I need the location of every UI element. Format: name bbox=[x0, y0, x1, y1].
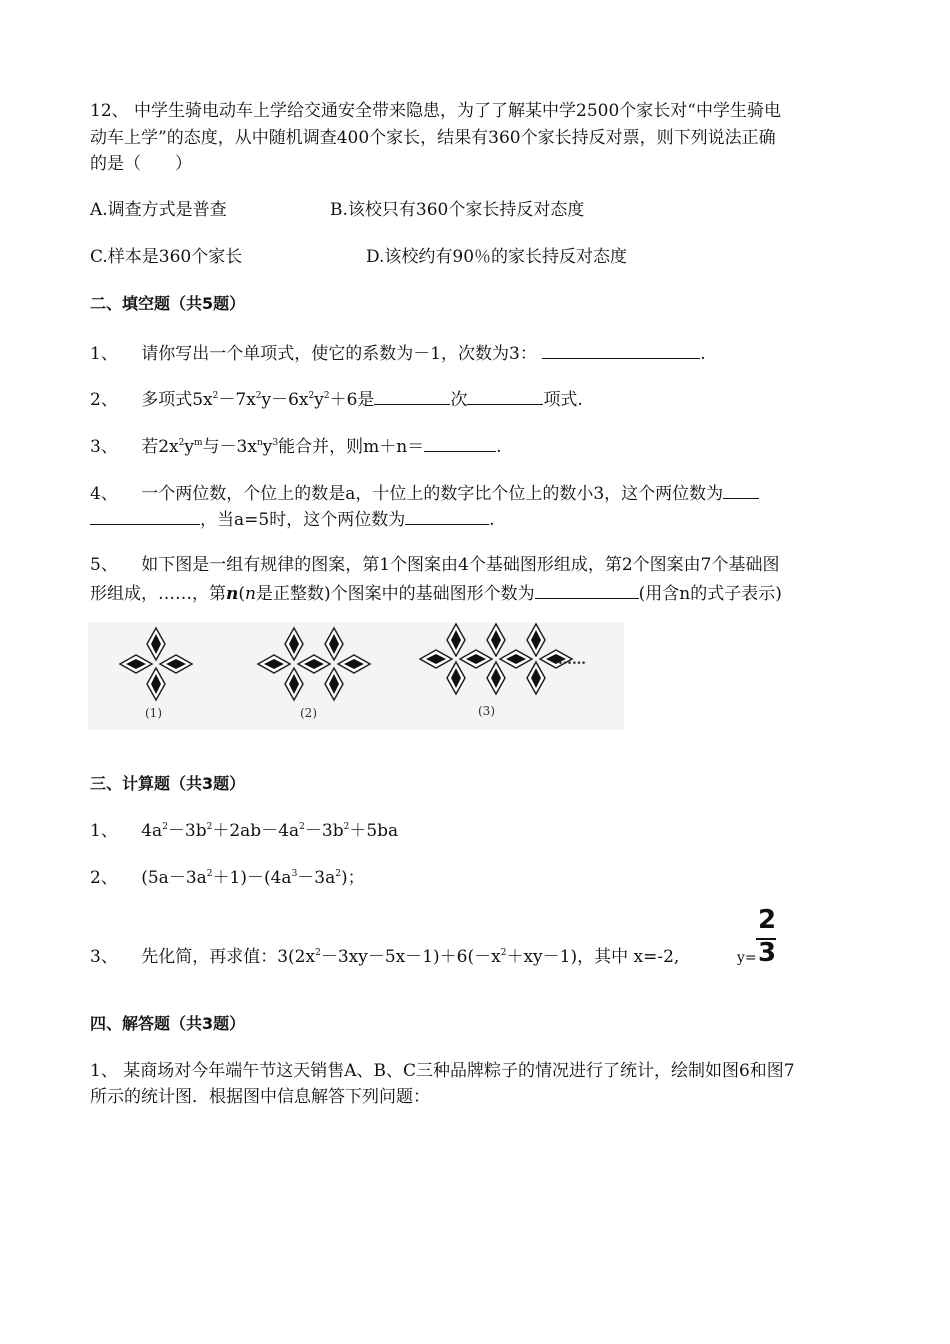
s2-q1 bbox=[90, 340, 706, 366]
s2-q3-text-c: 与－3x bbox=[202, 437, 257, 457]
q12-line1: 12、 中学生骑电动车上学给交通安全带来隐患，为了了解某中学2500个家长对“中学生骑电 bbox=[90, 101, 781, 121]
s2-q1-blank bbox=[542, 340, 700, 359]
s2-q2-text-b: －7x bbox=[218, 390, 256, 410]
s2-q3-blank bbox=[424, 433, 496, 452]
s2-q3-text-b: y bbox=[184, 437, 194, 457]
s2-q2-text-d: y bbox=[314, 390, 324, 410]
s4-q1-line1: 1、 某商场对今年端午节这天销售A、B、C三种品牌粽子的情况进行了统计，绘制如图6和图7 bbox=[90, 1061, 795, 1081]
pattern-label-2: (2) bbox=[300, 706, 317, 720]
s2-q2-sup: 2 bbox=[212, 391, 219, 401]
s3-q1-text-c: ＋2ab－4a bbox=[212, 821, 300, 841]
s2-q4-blank1b bbox=[90, 506, 200, 525]
s2-q1-end: . bbox=[700, 344, 706, 364]
s3-q2-sup: 2 bbox=[206, 869, 213, 879]
s3-q2 bbox=[90, 866, 365, 890]
s3-q2-text-c: －3a bbox=[297, 868, 336, 888]
s3-q3-text-c: ＋xy－1)，其中 x=-2, bbox=[506, 947, 680, 967]
s3-q1-num: 1、 bbox=[90, 821, 118, 841]
s3-q1-sup: 2 bbox=[343, 822, 350, 832]
s2-q4-blank2 bbox=[405, 506, 489, 525]
s2-q3-sup: 3 bbox=[272, 438, 279, 448]
q12-option-c: C.样本是360个家长 bbox=[90, 247, 243, 267]
s2-q2-text-f: 次 bbox=[450, 390, 468, 410]
s3-q3-sup: 2 bbox=[315, 948, 321, 958]
s3-q2-text-d: )； bbox=[340, 868, 365, 888]
s3-q1-text-e: ＋5ba bbox=[349, 821, 399, 841]
s3-q1-sup: 2 bbox=[299, 822, 305, 832]
s2-q2-blank1 bbox=[374, 386, 450, 405]
pattern-2 bbox=[258, 628, 370, 700]
s2-q4-num: 4、 bbox=[90, 484, 118, 504]
s3-q2-sup: 2 bbox=[335, 869, 341, 879]
s4-q1-line2: 所示的统计图．根据图中信息解答下列问题： bbox=[90, 1087, 430, 1107]
s2-q3-sup: 2 bbox=[178, 438, 185, 448]
s3-q3-y-label: y= bbox=[737, 950, 757, 966]
s3-q1-text-d: －3b bbox=[304, 821, 344, 841]
s2-q3-num: 3、 bbox=[90, 437, 118, 457]
s2-q3-text-e: 能合并，则m＋n＝ bbox=[278, 437, 425, 457]
s2-q5-line2 bbox=[90, 580, 782, 606]
s2-q4-end: . bbox=[489, 510, 495, 530]
s2-q3-text-d: y bbox=[262, 437, 273, 457]
pattern-figure bbox=[88, 622, 624, 730]
q12-option-d: D.该校约有90％的家长持反对态度 bbox=[366, 247, 628, 267]
pattern-ellipsis: …… bbox=[558, 652, 586, 668]
q12-line2: 动车上学”的态度，从中随机调查400个家长，结果有360个家长持反对票，则下列说法正确 bbox=[90, 128, 776, 148]
s3-q1-text-a: 4a bbox=[141, 821, 163, 841]
s2-q2-blank2 bbox=[467, 386, 543, 405]
s2-q4-text1: 一个两位数，个位上的数是a，十位上的数字比个位上的数小3，这个两位数为 bbox=[141, 484, 724, 504]
s2-q5-text2a: 形组成，……，第 bbox=[90, 584, 226, 604]
s2-q3-end: . bbox=[496, 437, 502, 457]
s3-q1-text-b: －3b bbox=[167, 821, 207, 841]
s3-q2-text-b: ＋1)－(4a bbox=[212, 868, 292, 888]
s2-q5-line1 bbox=[90, 553, 780, 577]
s2-q2-sup: 2 bbox=[308, 391, 315, 401]
s2-q5-text2f: (用含n的式子表示) bbox=[638, 584, 782, 604]
s3-q2-sup: 3 bbox=[291, 869, 298, 879]
s2-q2-sup: 2 bbox=[255, 391, 262, 401]
s3-q2-num: 2、 bbox=[90, 868, 118, 888]
s3-q2-text-a: (5a－3a bbox=[141, 868, 207, 888]
s2-q5-blank bbox=[535, 580, 639, 599]
s2-q4-line2 bbox=[90, 506, 495, 532]
s2-q1-num: 1、 bbox=[90, 344, 118, 364]
s3-q3-frac-den: 3 bbox=[758, 938, 777, 968]
q12-option-b: B.该校只有360个家长持反对态度 bbox=[330, 200, 585, 220]
s2-q2-text-g: 项式. bbox=[543, 390, 583, 410]
s2-q3-sup: n bbox=[256, 438, 263, 448]
pattern-label-3: (3) bbox=[478, 704, 495, 718]
s3-q1-sup: 2 bbox=[162, 822, 168, 832]
s2-q2-sup: 2 bbox=[323, 391, 330, 401]
s2-q4-text2: ，当a=5时，这个两位数为 bbox=[200, 510, 406, 530]
s2-q1-text: 请你写出一个单项式，使它的系数为－1，次数为3： bbox=[141, 344, 537, 364]
s2-q2-text-a: 多项式5x bbox=[141, 390, 213, 410]
s2-q4-blank1a bbox=[723, 480, 759, 499]
s2-q2-num: 2、 bbox=[90, 390, 118, 410]
s3-q1-sup: 2 bbox=[206, 822, 213, 832]
s2-q5-text1: 如下图是一组有规律的图案，第1个图案由4个基础图形组成，第2个图案由7个基础图 bbox=[141, 555, 780, 575]
s2-q4-line1 bbox=[90, 480, 759, 506]
s3-q3-num: 3、 bbox=[90, 947, 118, 967]
pattern-figure-svg bbox=[88, 622, 624, 730]
section4-heading: 四、解答题（共3题） bbox=[90, 1014, 246, 1033]
s2-q2-text-e: ＋6是 bbox=[329, 390, 375, 410]
s2-q3-sup: m bbox=[193, 438, 203, 448]
section3-heading: 三、计算题（共3题） bbox=[90, 774, 246, 793]
pattern-1 bbox=[120, 628, 192, 700]
s2-q2-text-c: y－6x bbox=[261, 390, 309, 410]
s3-q3-frac-num: 2 bbox=[758, 905, 777, 935]
q12-option-a: A.调查方式是普查 bbox=[90, 200, 227, 220]
s3-q3 bbox=[90, 945, 679, 969]
s3-q3-text-a: 先化简，再求值：3(2x bbox=[141, 947, 316, 967]
s3-q3-sup: 2 bbox=[500, 948, 507, 958]
section2-heading: 二、填空题（共5题） bbox=[90, 294, 246, 313]
s2-q2 bbox=[90, 386, 583, 412]
s2-q3-text-a: 若2x bbox=[141, 437, 179, 457]
s2-q5-text2c: ( bbox=[238, 584, 246, 604]
q12-line3: 的是（ ） bbox=[90, 154, 192, 174]
s2-q5-text2e: 是正整数)个图案中的基础图形个数为 bbox=[255, 584, 535, 604]
s2-q5-italic-n: n bbox=[226, 584, 239, 604]
s3-q1 bbox=[90, 819, 398, 843]
s2-q5-italic-n2: n bbox=[245, 584, 256, 604]
pattern-label-1: (1) bbox=[145, 706, 162, 720]
s2-q3 bbox=[90, 433, 502, 459]
s3-q3-text-b: －3xy－5x－1)＋6(－x bbox=[320, 947, 501, 967]
pattern-3 bbox=[420, 624, 572, 694]
s2-q5-num: 5、 bbox=[90, 555, 118, 575]
